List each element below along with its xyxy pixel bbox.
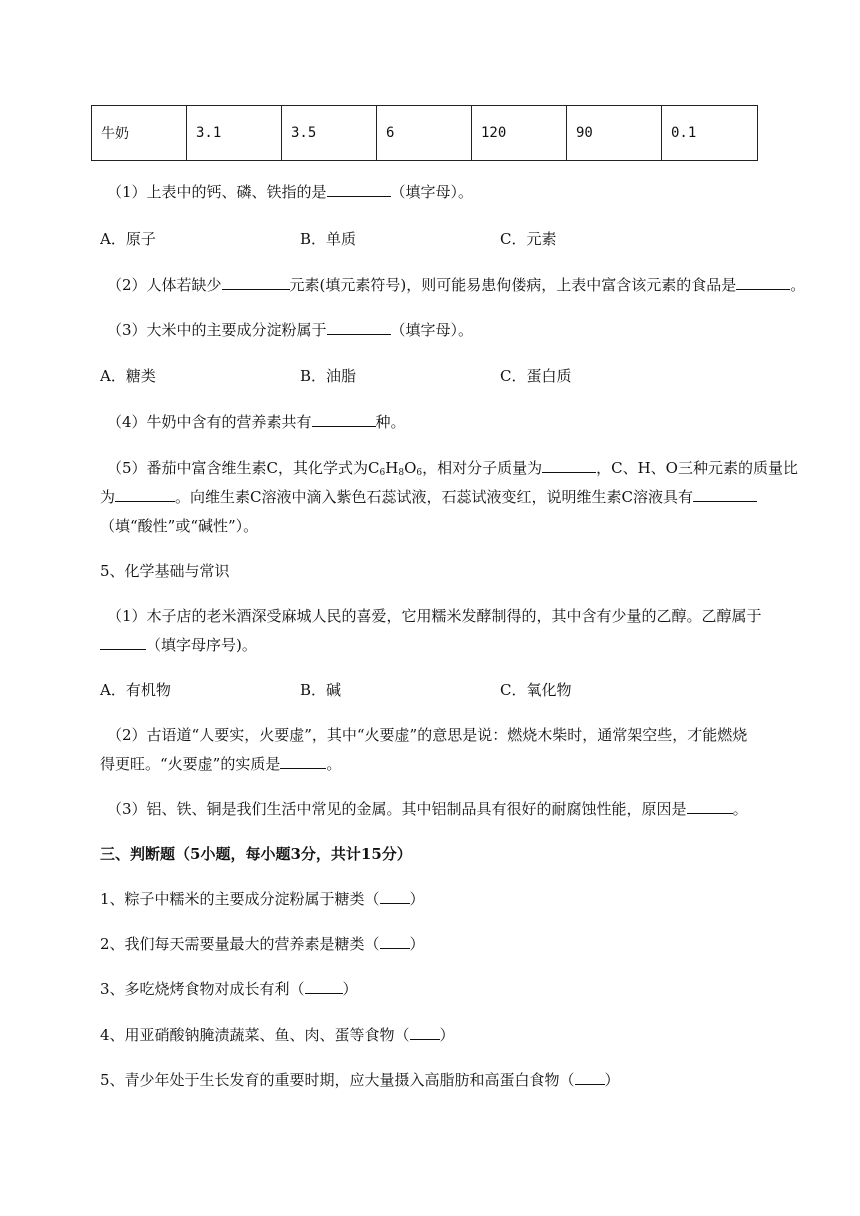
answer-blank[interactable]: [693, 487, 757, 502]
question-5-1-line-2: [100, 635, 257, 655]
answer-blank[interactable]: [327, 182, 391, 197]
judge-item-1: [100, 889, 425, 909]
question-text: ）: [342, 980, 358, 998]
option-c: C．元素: [500, 230, 557, 248]
question-4-5-line-1: [107, 458, 798, 483]
option-a: A．有机物: [100, 681, 171, 699]
table-cell: 90: [567, 106, 662, 161]
option-a: A．糖类: [100, 367, 156, 385]
table-cell: 120: [472, 106, 567, 161]
option-a: A．原子: [100, 230, 156, 248]
question-text: （3）大米中的主要成分淀粉属于: [107, 321, 327, 339]
question-text: （填字母序号)。: [146, 636, 257, 654]
table-cell: 3.5: [282, 106, 377, 161]
question-4-2: [107, 275, 805, 295]
answer-blank[interactable]: [687, 799, 733, 814]
question-5-3: [107, 799, 748, 819]
question-text: 得更旺。“火要虚”的实质是: [100, 755, 281, 773]
table-row: [92, 106, 758, 161]
answer-blank[interactable]: [380, 934, 410, 949]
answer-blank[interactable]: [100, 635, 146, 650]
question-text: 。向维生素C溶液中滴入紫色石蕊试液，石蕊试液变红，说明维生素C溶液具有: [175, 488, 693, 506]
question-text: （2）人体若缺少: [107, 276, 222, 294]
question-4-5-line-2: [100, 487, 757, 507]
question-text: 2、我们每天需要量最大的营养素是糖类（: [100, 935, 380, 953]
question-5-2-line-1: （2）古语道“人要实，火要虚”，其中“火要虚”的意思是说：燃烧木柴时，通常架空些，才能燃烧: [107, 726, 748, 744]
question-text: （填字母）。: [390, 321, 474, 339]
answer-blank[interactable]: [280, 754, 326, 769]
judge-item-4: [100, 1025, 455, 1045]
judge-item-2: [100, 934, 425, 954]
option-c: C．蛋白质: [500, 367, 572, 385]
question-text: ）: [409, 890, 425, 908]
answer-blank[interactable]: [575, 1070, 605, 1085]
question-text: （1）上表中的钙、磷、铁指的是: [107, 183, 327, 201]
answer-blank[interactable]: [736, 275, 790, 290]
question-text: O: [404, 459, 417, 477]
question-text: （3）铝、铁、铜是我们生活中常见的金属。其中铝制品具有很好的耐腐蚀性能，原因是: [107, 800, 687, 818]
question-5-1-line-1: （1）木子店的老米酒深受麻城人民的喜爱，它用糯米发酵制得的，其中含有少量的乙醇。乙醇属于: [107, 607, 762, 625]
section-3-heading: 三、判断题（5小题，每小题3分，共计15分）: [100, 845, 412, 863]
answer-blank[interactable]: [222, 275, 290, 290]
answer-blank[interactable]: [115, 487, 175, 502]
subscript: 6: [379, 468, 386, 478]
question-4-5-line-3: （填“酸性”或“碱性”）。: [100, 517, 259, 535]
question-text: （4）牛奶中含有的营养素共有: [107, 413, 312, 431]
option-c: C．氧化物: [500, 681, 572, 699]
judge-item-3: [100, 979, 358, 999]
question-text: （填字母）。: [390, 183, 474, 201]
subscript: 6: [416, 468, 423, 478]
question-text: 为: [100, 488, 116, 506]
question-text: ）: [409, 935, 425, 953]
question-text: 3、多吃烧烤食物对成长有利（: [100, 980, 305, 998]
question-4-3: [107, 320, 473, 340]
table-cell: 牛奶: [92, 106, 187, 161]
question-text: ，相对分子质量为: [422, 459, 543, 477]
question-text: ）: [604, 1071, 620, 1089]
answer-blank[interactable]: [305, 979, 343, 994]
answer-blank[interactable]: [312, 412, 376, 427]
answer-blank[interactable]: [410, 1025, 440, 1040]
option-b: B．单质: [300, 230, 357, 248]
question-text: 。: [732, 800, 748, 818]
question-text: 1、粽子中糯米的主要成分淀粉属于糖类（: [100, 890, 380, 908]
question-text: 。: [326, 755, 342, 773]
table-cell: 0.1: [662, 106, 758, 161]
question-text: 。: [790, 276, 806, 294]
question-text: 元素(填元素符号)，则可能易患佝偻病，上表中富含该元素的食品是: [289, 276, 737, 294]
judge-item-5: [100, 1070, 620, 1090]
answer-blank[interactable]: [380, 889, 410, 904]
question-text: ，C、H、O三种元素的质量比: [596, 459, 798, 477]
table-cell: 3.1: [187, 106, 282, 161]
option-b: B．油脂: [300, 367, 357, 385]
answer-blank[interactable]: [327, 320, 391, 335]
subscript: 8: [398, 468, 405, 478]
question-text: ）: [439, 1026, 455, 1044]
question-text: 4、用亚硝酸钠腌渍蔬菜、鱼、肉、蛋等食物（: [100, 1026, 410, 1044]
question-text: 种。: [375, 413, 406, 431]
answer-blank[interactable]: [542, 458, 596, 473]
option-b: B．碱: [300, 681, 342, 699]
nutrition-table: [91, 105, 758, 161]
question-text: （5）番茄中富含维生素C，其化学式为C: [107, 459, 380, 477]
question-4-1: [107, 182, 473, 202]
question-4-4: [107, 412, 406, 432]
question-text: 5、青少年处于生长发育的重要时期，应大量摄入高脂肪和高蛋白食物（: [100, 1071, 575, 1089]
question-5-title: 5、化学基础与常识: [100, 562, 230, 580]
question-5-2-line-2: [100, 754, 341, 774]
table-cell: 6: [377, 106, 472, 161]
question-text: H: [385, 459, 399, 477]
